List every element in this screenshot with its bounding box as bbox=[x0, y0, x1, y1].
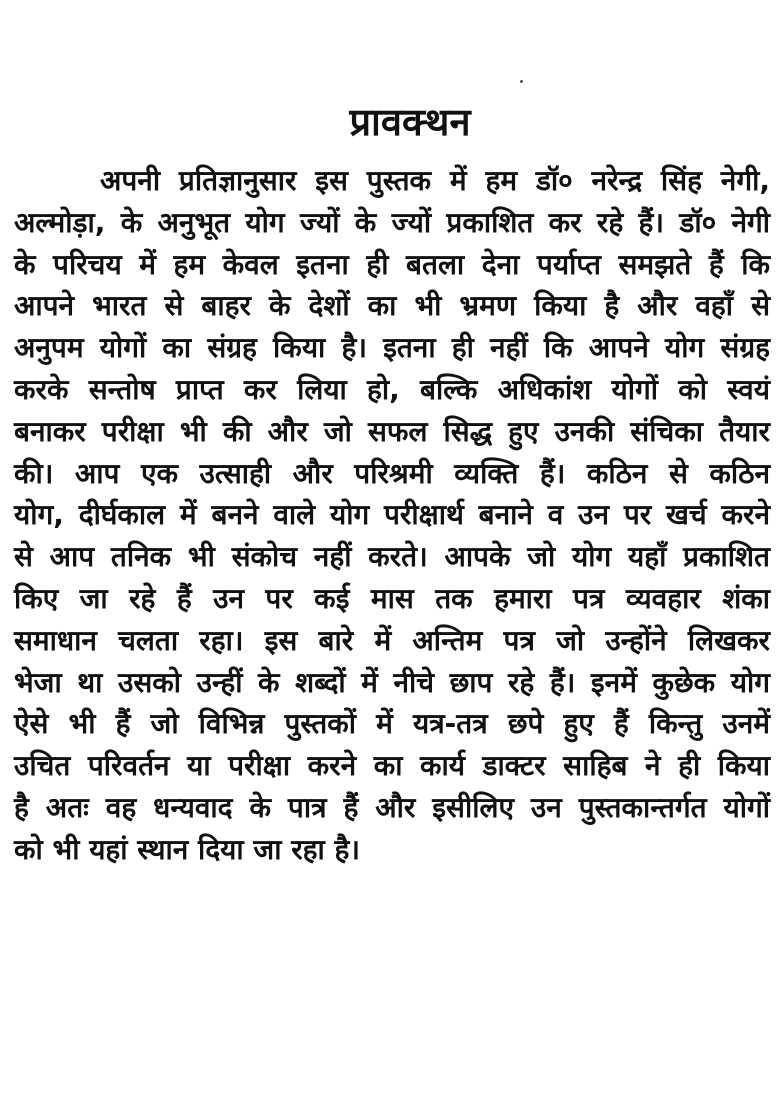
text-line: से आप तनिक भी संकोच नहीं करते। आपके जो योग यहाँ प्रकाशित bbox=[14, 540, 770, 574]
text-line: को भी यहां स्थान दिया जा रहा है। bbox=[14, 832, 360, 866]
text-line: समाधान चलता रहा। इस बारे में अन्तिम पत्र जो उन्होंने लिखकर bbox=[14, 623, 770, 657]
text-line: आपने भारत से बाहर के देशों का भी भ्रमण किया है और वहाँ से bbox=[14, 289, 770, 323]
text-line: बनाकर परीक्षा भी की और जो सफल सिद्ध हुए उनकी संचिका तैयार bbox=[14, 414, 770, 448]
text-line: की। आप एक उत्साही और परिश्रमी व्यक्ति हैं। कठिन से कठिन bbox=[14, 456, 770, 490]
text-line: अल्मोड़ा, के अनुभूत योग ज्यों के ज्यों प्रकाशित कर रहे हैं। डॉ० नेगी bbox=[14, 205, 770, 239]
text-line: भेजा था उसको उन्हीं के शब्दों में नीचे छाप रहे हैं। इनमें कुछेक योग bbox=[14, 665, 770, 699]
text-line: अपनी प्रतिज्ञानुसार इस पुस्तक में हम डॉ० नरेन्द्र सिंह नेगी, bbox=[100, 164, 770, 197]
scan-speck bbox=[520, 80, 523, 83]
text-line: के परिचय में हम केवल इतना ही बतला देना पर्याप्त समझते हैं कि bbox=[14, 247, 770, 281]
text-line: करके सन्तोष प्राप्त कर लिया हो, बल्कि अधिकांश योगों को स्वयं bbox=[14, 372, 770, 406]
page-title: प्रावक्थन bbox=[349, 100, 471, 145]
text-line: अनुपम योगों का संग्रह किया है। इतना ही नहीं कि आपने योग संग्रह bbox=[14, 331, 770, 365]
text-line: है अतः वह धन्यवाद के पात्र हैं और इसीलिए उन पुस्तकान्तर्गत योगों bbox=[14, 790, 770, 824]
text-line: ऐसे भी हैं जो विभिन्न पुस्तकों में यत्र-तत्र छपे हुए हैं किन्तु उनमें bbox=[14, 707, 770, 741]
text-line: किए जा रहे हैं उन पर कई मास तक हमारा पत्र व्यवहार शंका bbox=[14, 581, 770, 615]
text-line: उचित परिवर्तन या परीक्षा करने का कार्य डाक्टर साहिब ने ही किया bbox=[14, 749, 770, 783]
text-line: योग, दीर्घकाल में बनने वाले योग परीक्षार्थ बनाने व उन पर खर्च करने bbox=[14, 498, 770, 532]
preface-paragraph bbox=[14, 160, 770, 871]
